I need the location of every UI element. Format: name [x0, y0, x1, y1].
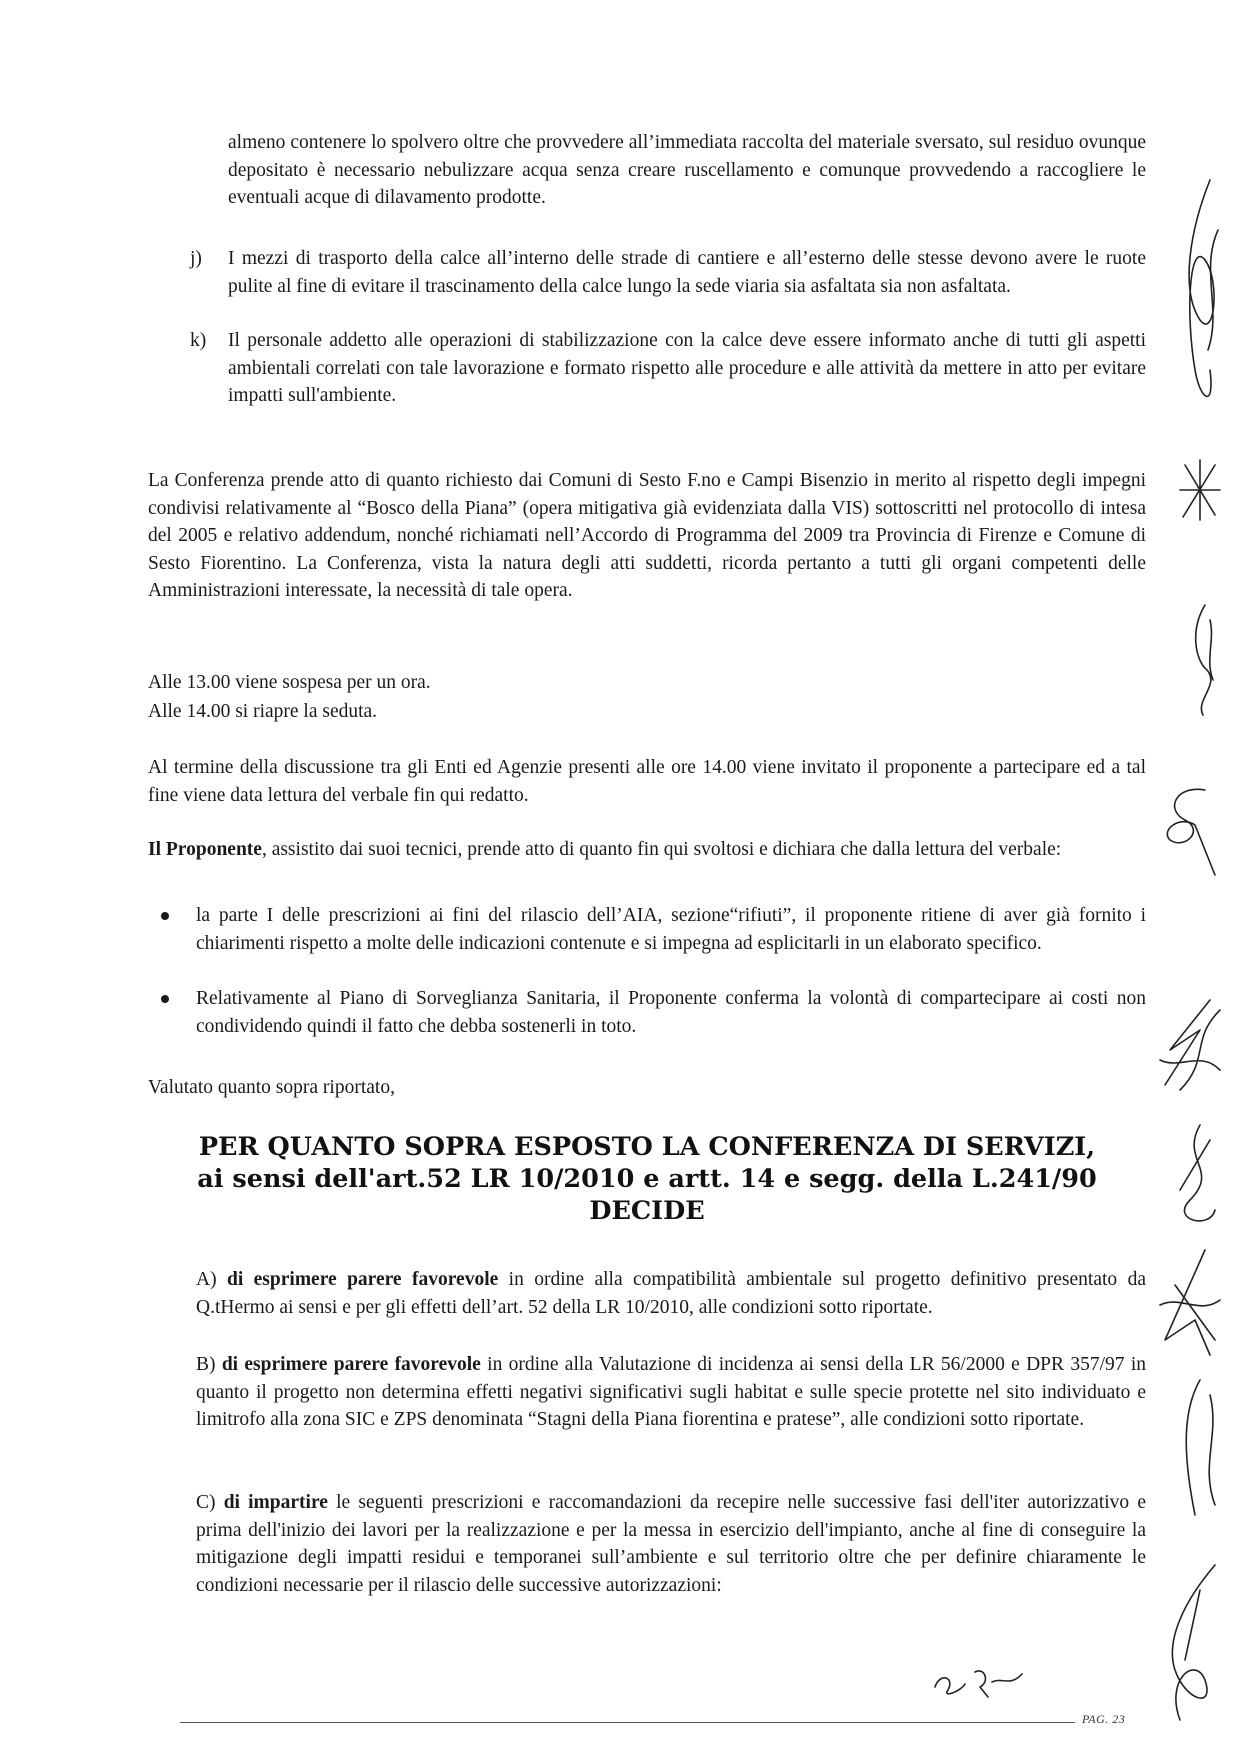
footer-signature: [930, 1662, 1030, 1702]
decide-heading: [148, 1131, 1146, 1227]
paragraph-text: Valutato quanto sopra riportato,: [148, 1077, 395, 1098]
decide-text: in ordine alla Valutazione di incidenza ai sensi della LR 56/2000 e DPR 357/97 in quanto il progetto non determina effetti negativi significativi sugli habitat e sulle specie protette nel sito individuato e limitrofo alla zona SIC e ZPS denominata “Stagni della Piana fiorentina e pratese”, alle condizioni sotto riportate.: [196, 1354, 1147, 1431]
decide-bold: di impartire: [223, 1492, 328, 1513]
list-item-continuation: [228, 129, 1146, 212]
decide-letter: C): [196, 1492, 216, 1513]
decide-heading-line: DECIDE: [589, 1196, 705, 1226]
paragraph-text: Alle 13.00 viene sospesa per un ora.: [148, 672, 431, 693]
decide-item-a: [196, 1266, 1146, 1321]
bullet-text: Relativamente al Piano di Sorveglianza Sanitaria, il Proponente conferma la volontà di compartecipare ai costi non condividendo quindi il fatto che debba sostenerli in toto.: [196, 988, 1146, 1037]
paragraph-valutato: [148, 1074, 1146, 1102]
footer-rule: [180, 1722, 1075, 1723]
paragraph-termine: [148, 754, 1146, 809]
list-item-text: almeno contenere lo spolvero oltre che provvedere all’immediata raccolta del materiale sversato, sul residuo ovunque depositato è necessario nebulizzare acqua senza creare ruscellamento e comunque provvedendo a raccogliere le eventuali acque di dilavamento prodotte.: [228, 132, 1146, 209]
list-item-k: [190, 327, 1146, 410]
decide-item-b: [196, 1351, 1146, 1434]
list-item-text: I mezzi di trasporto della calce all’interno delle strade di cantiere e all’esterno delle stesse devono avere le ruote pulite al fine di evitare il trascinamento della calce lungo la sede viaria sia asfaltata sia non asfaltata.: [228, 248, 1146, 297]
bullet-dot-icon: [161, 912, 169, 920]
margin-signature: [1150, 990, 1230, 1100]
margin-signature: [1150, 1245, 1230, 1365]
decide-letter: B): [196, 1354, 216, 1375]
decide-bold: di esprimere parere favorevole: [226, 1269, 499, 1290]
margin-signature: [1170, 1375, 1230, 1525]
margin-signature: [1175, 455, 1225, 525]
page-number: PAG. 23: [1082, 1712, 1126, 1726]
list-item-text: Il personale addetto alle operazioni di stabilizzazione con la calce deve essere informato anche di tutti gli aspetti ambientali correlati con tale lavorazione e formato rispetto alle procedure e alle attività da mettere in atto per evitare impatti sull'ambiente.: [228, 330, 1146, 407]
margin-signature: [1185, 600, 1225, 720]
list-item-j: [190, 245, 1146, 300]
paragraph-text: Al termine della discussione tra gli Enti ed Agenzie presenti alle ore 14.00 viene invitato il proponente a partecipare ed a tal fine viene data lettura del verbale fin qui redatto.: [148, 757, 1146, 806]
paragraph-riapre: [148, 698, 1146, 726]
paragraph-text: La Conferenza prende atto di quanto richiesto dai Comuni di Sesto F.no e Campi Bisenzio in merito al rispetto degli impegni condivisi relativamente al “Bosco della Piana” (opera mitigativa già evidenziata dalla VIS) sottoscritti nel protocollo di intesa del 2005 e relativo addendum, nonché richiamati nell’Accordo di Programma del 2009 tra Provincia di Firenze e Comune di Sesto Fiorentino. La Conferenza, vista la natura degli atti suddetti, ricorda pertanto a tutti gli organi competenti delle Amministrazioni interessate, la necessità di tale opera.: [148, 470, 1146, 602]
decide-heading-line: PER QUANTO SOPRA ESPOSTO LA CONFERENZA DI SERVIZI,: [198, 1132, 1096, 1162]
proponente-label: Il Proponente: [148, 839, 262, 860]
paragraph-text: , assistito dai suoi tecnici, prende atto di quanto fin qui svoltosi e dichiara che dalla lettura del verbale:: [261, 839, 1062, 860]
bullet-item: [196, 985, 1146, 1040]
margin-signature: [1160, 1120, 1230, 1240]
paragraph-conferenza: [148, 467, 1146, 605]
margin-signature: [1145, 1560, 1235, 1730]
decide-text: in ordine alla compatibilità ambientale sul progetto definitivo presentato da Q.tHermo ai sensi e per gli effetti dell’art. 52 della LR 10/2010, alle condizioni sotto riportate.: [196, 1269, 1146, 1318]
paragraph-proponente: [148, 836, 1146, 864]
bullet-item: [196, 902, 1146, 957]
list-marker: k): [190, 330, 207, 351]
list-marker: j): [190, 248, 202, 269]
decide-heading-line: ai sensi dell'art.52 LR 10/2010 e artt. 14 e segg. della L.241/90: [197, 1164, 1097, 1194]
paragraph-text: Alle 14.00 si riapre la seduta.: [148, 701, 378, 722]
decide-bold: di esprimere parere favorevole: [221, 1354, 481, 1375]
margin-signature: [1170, 170, 1230, 420]
decide-text: le seguenti prescrizioni e raccomandazioni da recepire nelle successive fasi dell'iter autorizzativo e prima dell'inizio dei lavori per la realizzazione e per la messa in esercizio dell'impianto, anche al fine di conseguire la mitigazione degli impatti residui e temporanei sull’ambiente e sul territorio oltre che per definire chiaramente le condizioni necessarie per il rilascio delle successive autorizzazioni:: [196, 1492, 1146, 1596]
bullet-dot-icon: [161, 995, 169, 1003]
margin-signature: [1155, 780, 1225, 880]
decide-item-c: [196, 1489, 1146, 1599]
paragraph-sospesa: [148, 669, 1146, 697]
decide-letter: A): [196, 1269, 217, 1290]
bullet-text: la parte I delle prescrizioni ai fini del rilascio dell’AIA, sezione“rifiuti”, il proponente ritiene di aver già fornito i chiarimenti rispetto a molte delle indicazioni contenute e si impegna ad esplicitarli in un elaborato specifico.: [196, 905, 1146, 954]
